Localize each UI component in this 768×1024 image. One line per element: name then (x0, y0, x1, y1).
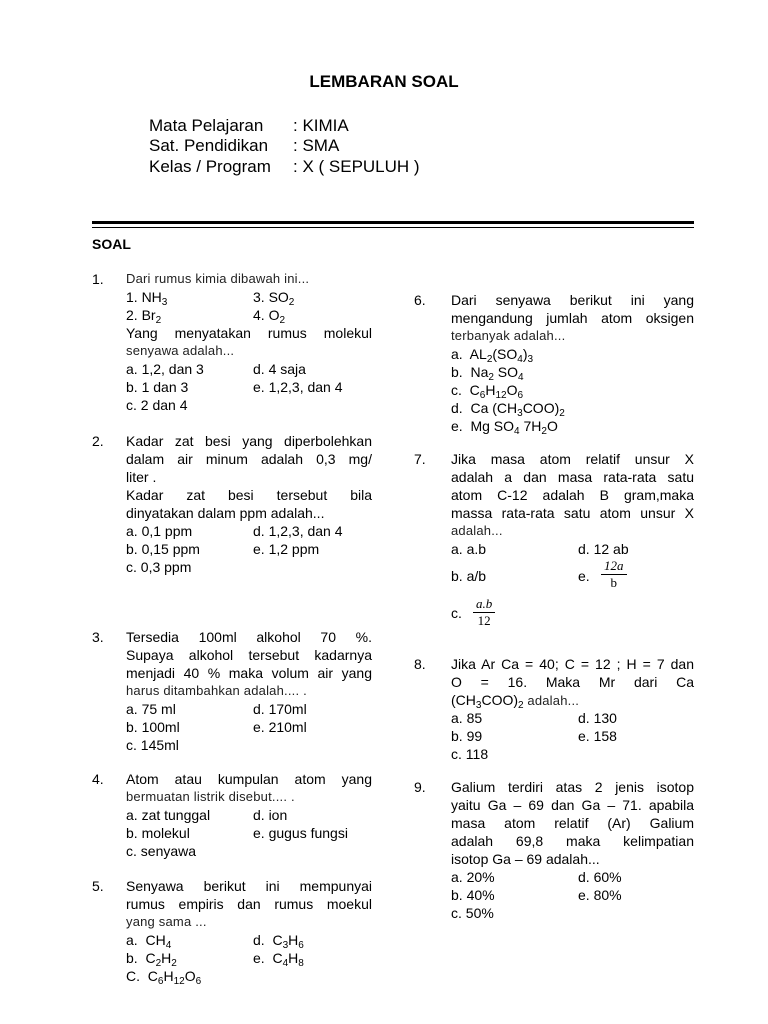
question-text: menjadi 40 % maka volum air yang (126, 665, 372, 681)
question-text: harus ditambahkan adalah.... . (126, 683, 307, 698)
answer-option-d: d. 60% (578, 869, 622, 885)
answer-option-a: a. a.b (451, 541, 487, 557)
question-text: liter . (126, 469, 157, 485)
answer-option-b: b. 40% (451, 887, 495, 903)
question-text: massa rata-rata satu atom unsur X (451, 505, 694, 521)
fraction-ab-over-12 (473, 596, 495, 629)
question-text: adalah 69,8 maka kelimpatian (451, 833, 694, 849)
fraction-12a-over-b (601, 558, 627, 591)
answer-option-c: c. $C_6H_{12}O_6$ (451, 382, 524, 401)
meta-row-class (149, 157, 420, 177)
section-title: SOAL (92, 236, 131, 252)
answer-option-e: e. 158 (578, 728, 617, 744)
question-text: isotop Ga – 69 adalah... (451, 851, 600, 867)
formula-option: 4. $O_2$ (253, 307, 286, 326)
divider-thick (92, 221, 694, 224)
answer-option-c: C. $C_6H_{12}O_6$ (126, 968, 202, 987)
question-text: Kadar zat besi tersebut bila (126, 487, 372, 503)
question-text: Yang menyatakan rumus molekul (126, 325, 372, 341)
meta-label: Kelas / Program (149, 157, 271, 176)
answer-option-c: c. senyawa (126, 843, 197, 859)
answer-option-c: c. (451, 605, 462, 621)
question-text: O = 16. Maka Mr dari Ca (451, 674, 694, 690)
formula-option: 1. $NH_3$ (126, 289, 168, 308)
answer-option-e: e. Mg $SO_4$ $7H_2O$ (451, 418, 558, 437)
fraction-denominator: 12 (477, 613, 491, 628)
answer-option-a: a. 0,1 ppm (126, 523, 193, 539)
question-text-tail: adalah... (523, 693, 580, 708)
answer-option-b: b. 100ml (126, 719, 180, 735)
answer-option-e: e. $C_4H_8$ (253, 950, 304, 969)
page-title: LEMBARAN SOAL (309, 72, 459, 91)
question-text: adalah... (451, 523, 503, 538)
answer-option-a: a. 85 (451, 710, 483, 726)
question-text: Supaya alkohol tersebut kadarnya (126, 647, 372, 663)
question-text: Jika Ar Ca = 40; C = 12 ; H = 7 dan (451, 656, 694, 672)
question-number: 8. (414, 656, 426, 672)
answer-option-d: d. 130 (578, 710, 617, 726)
meta-row-school (149, 136, 339, 156)
question-number: 2. (92, 433, 104, 449)
answer-option-e: e. 1,2,3, dan 4 (253, 379, 343, 395)
question-number: 6. (414, 292, 426, 308)
answer-option-e: e. gugus fungsi (253, 825, 348, 841)
question-text: Dari senyawa berikut ini yang (451, 292, 694, 308)
answer-option-b: b. 1 dan 3 (126, 379, 189, 395)
answer-option-d: d. 12 ab (578, 541, 629, 557)
question-number: 7. (414, 451, 426, 467)
answer-option-e: e. (578, 568, 590, 584)
answer-option-b: b. $C_2H_2$ (126, 950, 177, 969)
formula-option: 2. $Br_2$ (126, 307, 162, 326)
question-text: Tersedia 100ml alkohol 70 %. (126, 629, 372, 645)
fraction-numerator: 12a (601, 558, 627, 575)
question-text: yaitu Ga – 69 dan Ga – 71. apabila (451, 797, 694, 813)
question-text: dinyatakan dalam ppm adalah... (126, 505, 325, 521)
question-text: terbanyak adalah... (451, 328, 566, 343)
answer-option-c: c. 0,3 ppm (126, 559, 192, 575)
question-text: Jika masa atom relatif unsur X (451, 451, 694, 467)
answer-option-c: c. 118 (451, 746, 489, 762)
answer-option-d: d. ion (253, 807, 288, 823)
answer-option-c: c. 2 dan 4 (126, 397, 188, 413)
question-number: 1. (92, 271, 104, 287)
answer-option-d: d. 170ml (253, 701, 307, 717)
answer-option-a: a. 20% (451, 869, 495, 885)
answer-option-a: a. 75 ml (126, 701, 176, 717)
question-text: Dari rumus kimia dibawah ini... (126, 271, 310, 286)
question-number: 3. (92, 629, 104, 645)
meta-value: : SMA (293, 136, 340, 155)
fraction-denominator: b (610, 575, 617, 590)
question-text: Kadar zat besi yang diperbolehkan (126, 433, 372, 449)
answer-option-b: b. 99 (451, 728, 483, 744)
question-number: 5. (92, 878, 104, 894)
question-text: Atom atau kumpulan atom yang (126, 771, 372, 787)
question-text: $(CH_3COO)_2$ adalah... (451, 692, 580, 711)
question-text: adalah a dan masa rata-rata satu (451, 469, 694, 485)
answer-option-b: b. $Na_2$ $SO_4$ (451, 364, 524, 383)
answer-option-a: a. zat tunggal (126, 807, 211, 823)
answer-option-b: b. molekul (126, 825, 190, 841)
question-text: atom C-12 adalah B gram,maka (451, 487, 694, 503)
question-number: 9. (414, 779, 426, 795)
answer-option-b: b. 0,15 ppm (126, 541, 200, 557)
question-text: bermuatan listrik disebut.... . (126, 789, 295, 804)
answer-option-e: e. 1,2 ppm (253, 541, 320, 557)
meta-label: Sat. Pendidikan (149, 136, 269, 155)
question-text: senyawa adalah... (126, 343, 235, 358)
answer-option-a: a. 1,2, dan 3 (126, 361, 204, 377)
meta-row-subject (149, 116, 349, 136)
question-text: rumus empiris dan rumus moekul (126, 896, 372, 912)
meta-label: Mata Pelajaran (149, 116, 264, 135)
answer-option-b: b. a/b (451, 568, 487, 584)
answer-option-d: d. 1,2,3, dan 4 (253, 523, 343, 539)
answer-option-e: e. 210ml (253, 719, 307, 735)
question-text: yang sama ... (126, 914, 207, 929)
answer-option-c: c. 145ml (126, 737, 179, 753)
question-text: mengandung jumlah atom oksigen (451, 310, 694, 326)
answer-option-d: d. 4 saja (253, 361, 306, 377)
question-number: 4. (92, 771, 104, 787)
fraction-numerator: a.b (473, 596, 495, 613)
answer-option-d: d. Ca $(CH_3COO)_2$ (451, 400, 565, 419)
question-text: dalam air minum adalah 0,3 mg/ (126, 451, 372, 467)
answer-option-d: d. $C_3H_6$ (253, 932, 304, 951)
question-text: Galium terdiri atas 2 jenis isotop (451, 779, 694, 795)
meta-value: : KIMIA (293, 116, 349, 135)
meta-value: : X ( SEPULUH ) (293, 157, 420, 176)
formula-option: 3. $SO_2$ (253, 289, 295, 308)
answer-option-a: a. $CH_4$ (126, 932, 172, 951)
question-text: masa atom relatif (Ar) Galium (451, 815, 694, 831)
answer-option-e: e. 80% (578, 887, 622, 903)
divider-thin (92, 227, 694, 228)
question-text: Senyawa berikut ini mempunyai (126, 878, 372, 894)
answer-option-c: c. 50% (451, 905, 494, 921)
answer-option-a: a. $AL_2(SO_4)_3$ (451, 346, 534, 365)
